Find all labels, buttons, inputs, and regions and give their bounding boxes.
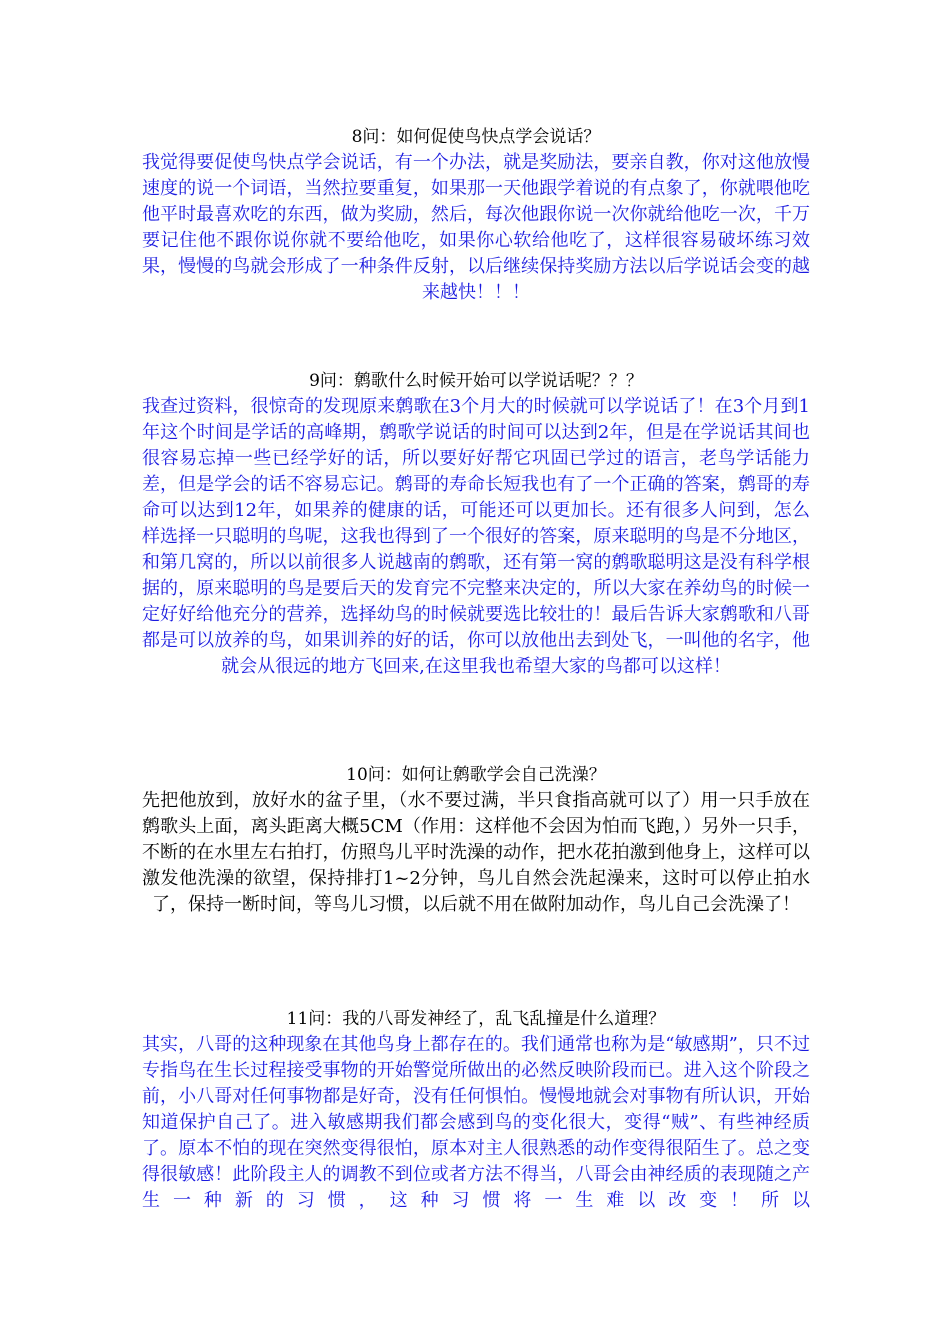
question-heading: 9问：鹩歌什么时候开始可以学说话呢？？？ — [309, 371, 643, 391]
answer-paragraph: 我查过资料，很惊奇的发现原来鹩歌在3个月大的时候就可以学说话了！在3个月到1年这个时间是学话的高峰期，鹩歌学说话的时间可以达到2年，但是在学说话其间也很容易忘掉一些已经学好的话，所以要好好帮它巩固已学过的语言，老鸟学话能力差，但是学会的话不容易忘记。鹩哥的寿命长短我也有了一个正确的答案，鹩哥的寿命可以达到12年，如果养的健康的话，可能还可以更加长。还有很多人问到，怎么样选择一只聪明的鸟呢，这我也得到了一个很好的答案，原来聪明的鸟是不分地区，和第几窝的，所以以前很多人说越南的鹩歌，还有第一窝的鹩歌聪明这是没有科学根据的，原来聪明的鸟是要后天的发育完不完整来决定的，所以大家在养幼鸟的时候一定好好给他充分的营养，选择幼鸟的时候就要选比较壮的！最后告诉大家鹩歌和八哥都是可以放养的鸟，如果训养的好的话，你可以放他出去到处飞，一叫他的名字，他就会从很远的地方飞回来,在这里我也希望大家的鸟都可以这样！ — [142, 396, 810, 677]
question-heading: 8问：如何促使鸟快点学会说话？ — [351, 127, 601, 147]
answer-paragraph: 先把他放到，放好水的盆子里，（水不要过满，半只食指高就可以了）用一只手放在鹩歌头上面，离头距离大概5CM（作用：这样他不会因为怕而飞跑，）另外一只手，不断的在水里左右拍打，仿照鸟儿平时洗澡的动作，把水花拍激到他身上，这样可以激发他洗澡的欲望，保持排打1~2分钟，鸟儿自然会洗起澡来，这时可以停止拍水了，保持一断时间，等鸟儿习惯，以后就不用在做附加动作，鸟儿自己会洗澡了！ — [142, 790, 810, 915]
answer-paragraph: 其实，八哥的这种现象在其他鸟身上都存在的。我们通常也称为是“敏感期”，只不过专指鸟在生长过程接受事物的开始警觉所做出的必然反映阶段而已。进入这个阶段之前，小八哥对任何事物都是好奇，没有任何惧怕。慢慢地就会对事物有所认识，开始知道保护自己了。进入敏感期我们都会感到鸟的变化很大，变得“贼”、有些神经质了。原本不怕的现在突然变得很怕，原本对主人很熟悉的动作变得很陌生了。总之变得很敏感！此阶段主人的调教不到位或者方法不得当，八哥会由神经质的表现随之产生一种新的习惯，这种习惯将一生难以改变！所以 — [142, 1034, 810, 1211]
qa-section-8 — [142, 124, 810, 306]
question-heading: 10问：如何让鹩歌学会自己洗澡？ — [346, 765, 606, 785]
qa-section-9 — [142, 368, 810, 680]
qa-section-11 — [142, 1006, 810, 1214]
answer-paragraph: 我觉得要促使鸟快点学会说话，有一个办法，就是奖励法，要亲自教，你对这他放慢速度的说一个词语，当然拉要重复，如果那一天他跟学着说的有点象了，你就喂他吃他平时最喜欢吃的东西，做为奖励，然后，每次他跟你说一次你就给他吃一次，千万要记住他不跟你说你就不要给他吃，如果你心软给他吃了，这样很容易破坏练习效果，慢慢的鸟就会形成了一种条件反射，以后继续保持奖励方法以后学说话会变的越来越快！！！ — [142, 152, 810, 303]
question-heading: 11问：我的八哥发神经了，乱飞乱撞是什么道理？ — [286, 1009, 666, 1029]
qa-section-10 — [142, 762, 810, 918]
